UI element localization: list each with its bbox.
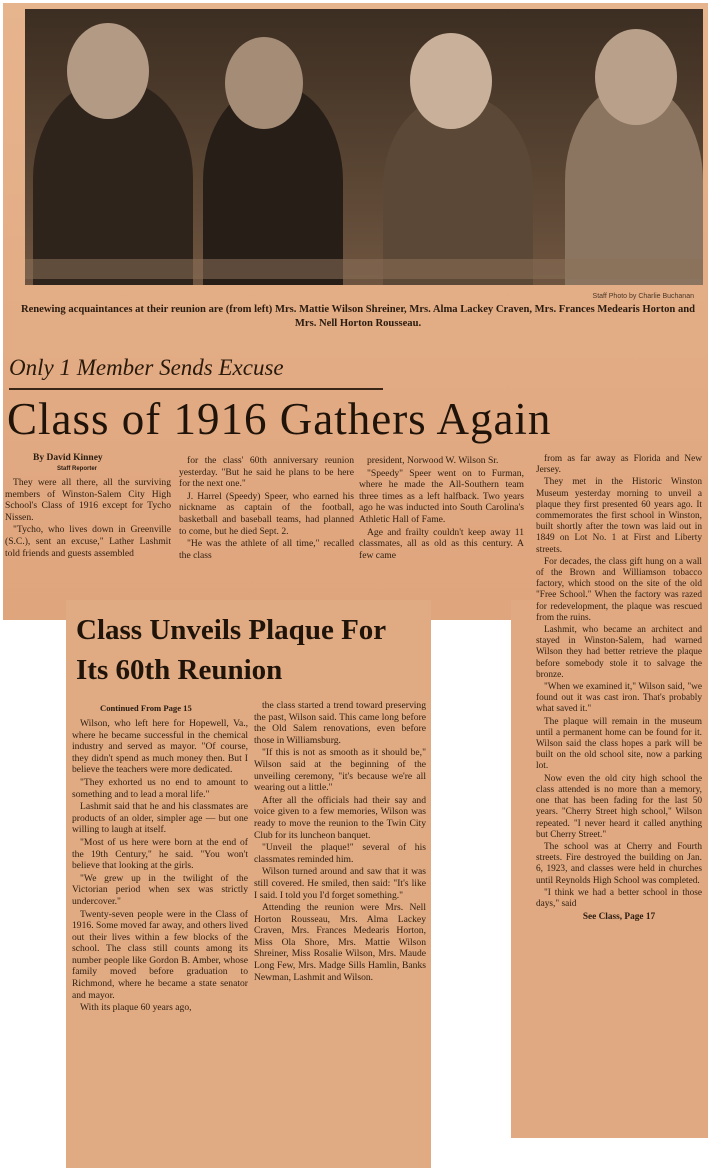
jump-line: See Class, Page 17 [582, 912, 656, 923]
main-headline: Class of 1916 Gathers Again [7, 394, 552, 444]
paragraph: "Unveil the plaque!" several of his classmates reminded him. [254, 842, 426, 865]
continued-from: Continued From Page 15 [100, 703, 192, 713]
byline: By David Kinney [33, 453, 103, 463]
paragraph: They met in the Historic Winston Museum yesterday morning to unveil a plaque they first presented 60 years ago. It commemorates the first school in Winston, built shortly after the town was laid out in 1849 on Lot No. 1 at First and Liberty streets. [536, 477, 702, 555]
paragraph: Lashmit, who became an architect and stayed in Winston-Salem, had warned Wilson they had better retrieve the plaque before somebody stole it to salvage the bronze. [536, 625, 702, 680]
paragraph: "If this is not as smooth as it should be," Wilson said at the beginning of the unveiling ceremony, "it's because we're all wearing out a little." [254, 747, 426, 794]
article-column-3 [359, 455, 524, 562]
paragraph: from as far away as Florida and New Jersey. [536, 454, 702, 476]
photo-head-3 [410, 33, 492, 129]
photo-caption: Renewing acquaintances at their reunion are (from left) Mrs. Mattie Wilson Shreiner, Mrs. Alma Lackey Craven, Mrs. Frances Medearis Horton and Mrs. Nell Horton Rousseau. [20, 304, 696, 329]
reunion-photo [25, 9, 703, 285]
paragraph: For decades, the class gift hung on a wall of the Brown and Williamson tobacco factory, which stood on the site of the old "Free School." When the factory was razed for redevelopment, the plaque was rescued from the ruins. [536, 556, 702, 623]
paragraph: After all the officials had their say and voice given to a few memories, Wilson was ready to move the reunion to the Twin City Club for its luncheon banquet. [254, 794, 426, 841]
kicker-headline: Only 1 Member Sends Excuse [9, 355, 284, 380]
paragraph: "He was the athlete of all time," recalled the class [179, 538, 354, 561]
continuation-headline: Class Unveils Plaque For Its 60th Reunion [76, 614, 386, 686]
article-column-1 [5, 477, 171, 560]
kicker-rule [9, 388, 383, 390]
photo-head-4 [595, 29, 677, 125]
byline-role: Staff Reporter [57, 466, 98, 472]
paragraph: "Tycho, who lives down in Greenville (S.C.), sent an excuse," Lather Lashmit told friends and guests assembled [5, 524, 171, 559]
continuation-clipping [66, 600, 431, 1168]
photo-chair-row [25, 259, 703, 279]
paragraph: "When we examined it," Wilson said, "we found out it was cast iron. That's probably what saved it." [536, 682, 702, 715]
paragraph: "We grew up in the twilight of the Victorian period when sex was strictly undercover." [72, 872, 248, 907]
paragraph: "Speedy" Speer went on to Furman, where he made the All-Southern team three times as a left halfback. Two years ago he was inducted into South Carolina's Athletic Hall of Fame. [359, 467, 524, 525]
photo-credit: Staff Photo by Charlie Buchanan [592, 293, 694, 300]
paragraph: "They exhorted us no end to amount to something and to lead a moral life." [72, 776, 248, 800]
paragraph: They were all there, all the surviving members of Winston-Salem City High School's Class of 1916 except for Tycho Nissen. [5, 477, 171, 523]
paragraph: J. Harrel (Speedy) Speer, who earned his nickname as captain of the football, basketball and baseball teams, had planned to come, but he died Sept. 2. [179, 490, 354, 537]
paragraph: Twenty-seven people were in the Class of 1916. Some moved far away, and others lived out their lives within a few blocks of the school. The class still counts among its number people like Gordon B. Amber, whose family moved before graduation to Richmond, where he became a state senator and mayor. [72, 908, 248, 1001]
paragraph: "I think we had a better school in those days," said [536, 887, 702, 909]
paragraph: president, Norwood W. Wilson Sr. [367, 455, 499, 466]
photo-head-1 [67, 23, 149, 119]
paragraph: Age and frailty couldn't keep away 11 classmates, all as old as this century. A few came [359, 526, 524, 561]
continuation-column-1 [72, 718, 248, 1015]
paragraph: Lashmit said that he and his classmates are products of an older, simpler age — but one willing to laugh at itself. [72, 801, 248, 836]
article-column-2 [179, 455, 354, 562]
paragraph: The plaque will remain in the museum until a permanent home can be found for it. Wilson said the class hopes a park will be built on the old school site, now a parking lot. [536, 716, 702, 772]
paragraph: Now even the old city high school the class attended is no more than a memory, one that has been fading for the last 50 years. "Cherry Street high school," Wilson repeated. "I never heard it called anything but Cherry Street." [536, 773, 702, 840]
paragraph: The school was at Cherry and Fourth streets. Fire destroyed the building on Jan. 6, 1923, and classes were held in churches until Reynolds High School was completed. [536, 841, 702, 886]
paragraph: Attending the reunion were Mrs. Nell Horton Rousseau, Mrs. Alma Lackey Craven, Mrs. Frances Medearis Horton, Miss Ola Shore, Mrs. Mattie Wilson Shreiner, Miss Rosalie Wilson, Mrs. Maude Long Few, Mrs. Madge Sills Hamlin, Banks Newman, Lashmit and Wilson. [254, 902, 426, 983]
paragraph: Wilson, who left here for Hopewell, Va., where he became successful in the chemical industry and served as mayor. "Of course, they didn't spend as much money then. But I believe the teachers were more dedicated. [72, 718, 248, 776]
paragraph: for the class' 60th anniversary reunion yesterday. "But he said he plans to be here for the next one." [179, 455, 354, 490]
paragraph: With its plaque 60 years ago, [80, 1002, 192, 1014]
paragraph: the class started a trend toward preserving the past, Wilson said. This came long before the Old Salem renovations, even before those in Williamsburg. [254, 700, 426, 746]
paragraph: "Most of us here were born at the end of the 19th Century," he said. "You won't believe that looking at the girls. [72, 836, 248, 872]
article-column-4 [536, 454, 702, 923]
continuation-column-2 [254, 700, 426, 984]
photo-head-2 [225, 37, 303, 129]
paragraph: Wilson turned around and saw that it was still covered. He smiled, then said: "It's like I said. I told you I'd forget something." [254, 866, 426, 901]
